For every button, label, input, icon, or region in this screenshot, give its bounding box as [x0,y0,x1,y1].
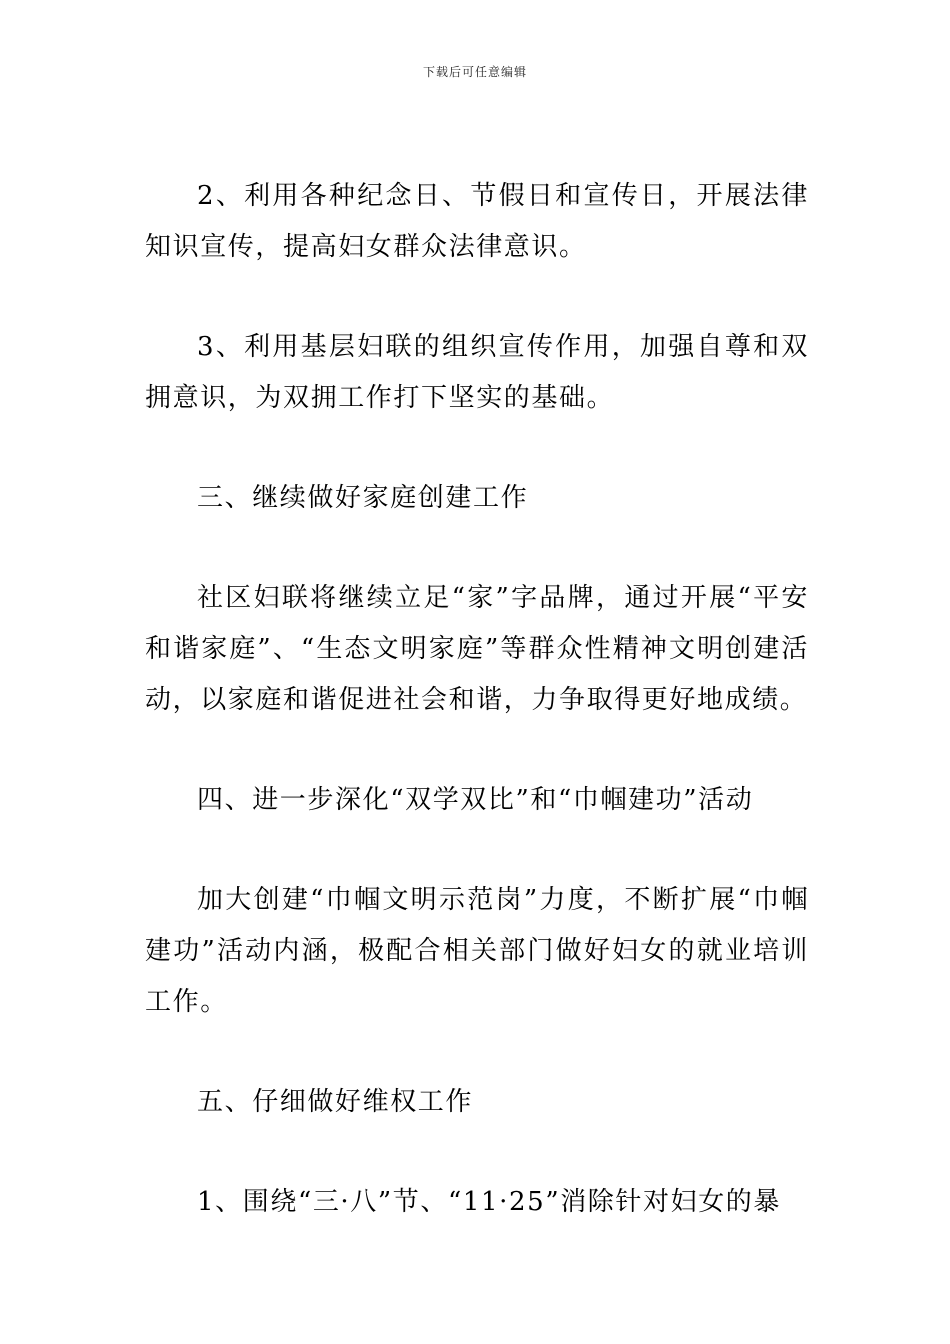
section-heading-family-building: 三、继续做好家庭创建工作 [197,483,529,513]
paragraph-model-posts: 加大创建“巾帼文明示范岗”力度，不断扩展“巾帼建功”活动内涵，极配合相关部门做好妇女的就业培训工作。 [145,885,809,1017]
paragraph-womens-day: 1、围绕“三·八”节、“11·25”消除针对妇女的暴 [197,1187,782,1217]
paragraph-double-support: 3、利用基层妇联的组织宣传作用，加强自尊和双拥意识，为双拥工作打下坚实的基础。 [145,332,809,413]
page-header: 下载后可任意编辑 [422,65,527,79]
paragraph-family-brand: 社区妇联将继续立足“家”字品牌，通过开展“平安和谐家庭”、“生态文明家庭”等群众性精神文明创建活动，以家庭和谐促进社会和谐，力争取得更好地成绩。 [145,583,809,715]
paragraph-legal-awareness: 2、利用各种纪念日、节假日和宣传日，开展法律知识宣传，提高妇女群众法律意识。 [145,181,809,262]
section-heading-rights-protection: 五、仔细做好维权工作 [197,1087,474,1117]
section-heading-double-learning: 四、进一步深化“双学双比”和“巾帼建功”活动 [197,785,754,815]
document-body [145,171,809,1228]
